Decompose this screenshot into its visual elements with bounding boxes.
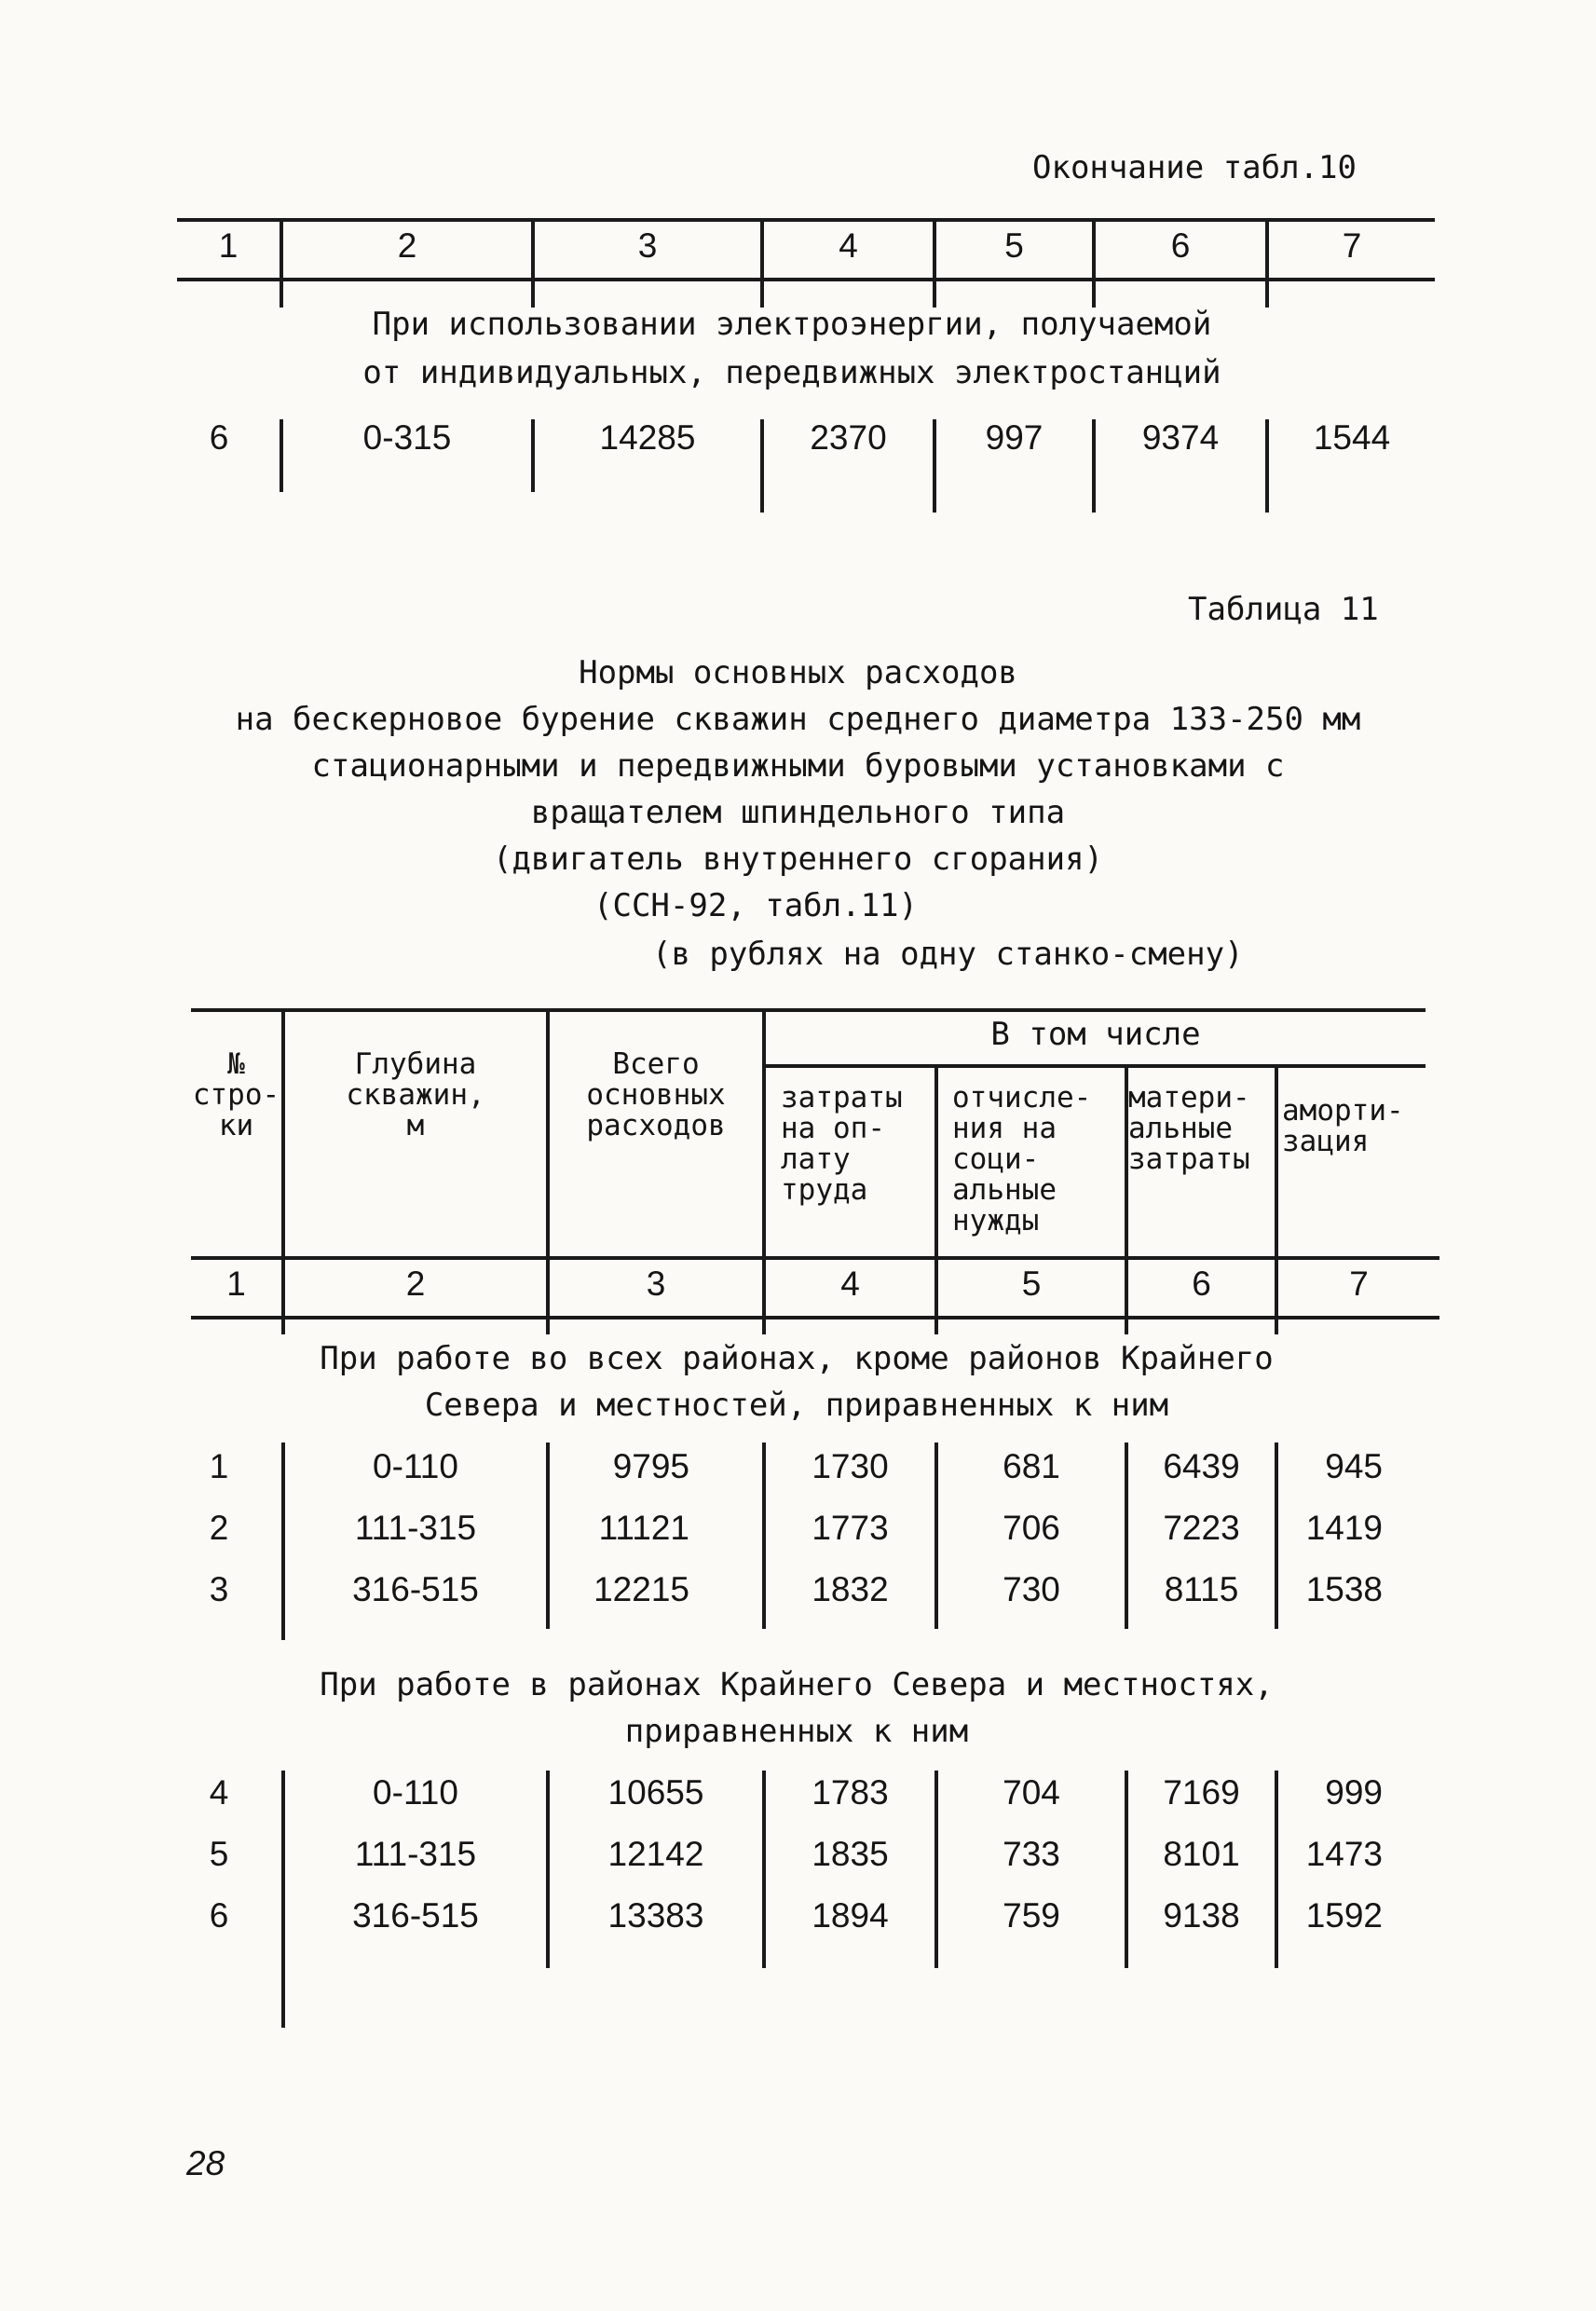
row-number: 2 xyxy=(209,1509,229,1547)
labor-cell: 1773 xyxy=(812,1509,889,1547)
material-cell: 7223 xyxy=(1163,1509,1240,1547)
amortization-cell: 1592 xyxy=(1305,1896,1383,1935)
table11-units: (в рублях на одну станко-смену) xyxy=(652,936,1244,973)
table11-top-rule xyxy=(191,1008,1425,1012)
table11-col-number: 1 xyxy=(226,1265,246,1303)
amortization-cell: 999 xyxy=(1325,1773,1383,1812)
table11-col-number: 3 xyxy=(646,1265,666,1303)
labor-cell: 1894 xyxy=(812,1896,889,1935)
row-number: 5 xyxy=(209,1835,229,1873)
depth-cell: 0-110 xyxy=(373,1773,458,1812)
row-number: 3 xyxy=(209,1570,229,1608)
social-cell: 706 xyxy=(1003,1509,1060,1547)
labor-cell: 1832 xyxy=(812,1570,889,1608)
table11-colnum-rule xyxy=(191,1316,1439,1320)
table11-title: вращателем шпиндельного типа xyxy=(530,794,1066,831)
material-cell: 7169 xyxy=(1163,1773,1240,1812)
header-total: основных xyxy=(586,1078,726,1112)
table10-col-number: 3 xyxy=(637,226,658,265)
table10-section-heading: от индивидуальных, передвижных электростанций xyxy=(362,354,1221,391)
table10-total-cell: 14285 xyxy=(599,418,696,457)
table10-top-rule xyxy=(177,218,1435,222)
depth-cell: 0-110 xyxy=(373,1447,458,1485)
table11-col-number: 5 xyxy=(1021,1265,1042,1303)
table11-section2-heading: При работе в районах Крайнего Севера и местностях, xyxy=(320,1666,1274,1703)
header-social: ния на xyxy=(952,1112,1057,1145)
header-material: альные xyxy=(1128,1112,1233,1145)
table10-depth-cell: 0-315 xyxy=(362,418,452,457)
header-row-number: № xyxy=(227,1047,245,1081)
header-material: затраты xyxy=(1128,1142,1250,1176)
header-total: Всего xyxy=(612,1047,700,1081)
row-number: 1 xyxy=(209,1447,229,1485)
table11-title: Нормы основных расходов xyxy=(579,654,1017,691)
table10-header-rule xyxy=(177,278,1435,281)
table10-col-number: 7 xyxy=(1342,226,1362,265)
header-amortization: аморти- xyxy=(1282,1094,1404,1128)
depth-cell: 316-515 xyxy=(352,1570,479,1608)
depth-cell: 316-515 xyxy=(352,1896,479,1935)
table11-col-number: 2 xyxy=(405,1265,426,1303)
header-depth: м xyxy=(406,1109,425,1142)
material-cell: 6439 xyxy=(1163,1447,1240,1485)
table10-col-number: 2 xyxy=(397,226,417,265)
header-labor: лату xyxy=(781,1142,851,1176)
labor-cell: 1730 xyxy=(812,1447,889,1485)
header-amortization: зация xyxy=(1282,1125,1370,1158)
header-depth: Глубина xyxy=(354,1047,477,1081)
table10-caption: Окончание табл.10 xyxy=(1032,149,1357,186)
table10-col-number: 4 xyxy=(839,226,858,265)
depth-cell: 111-315 xyxy=(354,1835,477,1873)
table11-section1-heading: При работе во всех районах, кроме районов Крайнего xyxy=(320,1340,1274,1377)
header-social: соци- xyxy=(952,1142,1040,1176)
amortization-cell: 945 xyxy=(1325,1447,1383,1485)
amortization-cell: 1538 xyxy=(1305,1570,1383,1608)
header-labor: затраты xyxy=(781,1081,903,1114)
material-cell: 8101 xyxy=(1163,1835,1240,1873)
total-cell: 12215 xyxy=(593,1570,689,1608)
labor-cell: 1783 xyxy=(812,1773,889,1812)
social-cell: 704 xyxy=(1003,1773,1060,1812)
header-labor: на оп- xyxy=(781,1112,885,1145)
table11-col-number: 4 xyxy=(840,1265,860,1303)
page-number: 28 xyxy=(186,2144,225,2182)
table10-amortization-cell: 1544 xyxy=(1313,418,1391,457)
table10-labor-cell: 2370 xyxy=(810,418,887,457)
depth-cell: 111-315 xyxy=(354,1509,477,1547)
header-depth: скважин, xyxy=(346,1078,485,1112)
table11-col-number: 6 xyxy=(1192,1265,1211,1303)
row-number: 6 xyxy=(209,1896,229,1935)
labor-cell: 1835 xyxy=(812,1835,889,1873)
social-cell: 759 xyxy=(1003,1896,1060,1935)
header-material: матери- xyxy=(1128,1081,1250,1114)
total-cell: 9795 xyxy=(612,1447,689,1485)
table10-col-number: 1 xyxy=(218,226,239,265)
row-number: 4 xyxy=(209,1773,229,1812)
table10-row-number: 6 xyxy=(209,418,229,457)
total-cell: 13383 xyxy=(607,1896,704,1935)
table11-title: стационарными и передвижными буровыми установками с xyxy=(311,747,1285,785)
header-labor: труда xyxy=(781,1173,868,1207)
header-total: расходов xyxy=(586,1109,726,1142)
table11-section2-heading: приравненных к ним xyxy=(624,1713,969,1750)
material-cell: 9138 xyxy=(1163,1896,1240,1935)
table11-title: на бескерновое бурение скважин среднего диаметра 133-250 мм xyxy=(235,701,1361,738)
table11-section1-heading: Севера и местностей, приравненных к ним xyxy=(424,1387,1169,1424)
total-cell: 10655 xyxy=(607,1773,704,1812)
social-cell: 681 xyxy=(1003,1447,1060,1485)
table11-group-rule xyxy=(764,1064,1425,1068)
amortization-cell: 1473 xyxy=(1305,1835,1383,1873)
total-cell: 11121 xyxy=(598,1509,689,1547)
table11-col-number: 7 xyxy=(1349,1265,1369,1303)
header-row-number: ки xyxy=(218,1109,254,1142)
table10-col-number: 6 xyxy=(1170,226,1191,265)
social-cell: 733 xyxy=(1003,1835,1060,1873)
header-social: отчисле- xyxy=(952,1081,1092,1114)
header-group-including: В том числе xyxy=(990,1016,1201,1053)
total-cell: 12142 xyxy=(607,1835,704,1873)
social-cell: 730 xyxy=(1003,1570,1060,1608)
header-row-number: стро- xyxy=(192,1078,280,1112)
material-cell: 8115 xyxy=(1164,1570,1239,1608)
table11-header-rule xyxy=(191,1256,1439,1260)
table10-col-number: 5 xyxy=(1004,226,1024,265)
table11-source: (ССН-92, табл.11) xyxy=(593,887,918,924)
table10-social-cell: 997 xyxy=(985,418,1044,457)
table10-section-heading: При использовании электроэнергии, получаемой xyxy=(372,306,1212,343)
amortization-cell: 1419 xyxy=(1305,1509,1383,1547)
table10-material-cell: 9374 xyxy=(1141,418,1220,457)
table11-title: (двигатель внутреннего сгорания) xyxy=(492,841,1104,878)
table11-label: Таблица 11 xyxy=(1188,591,1379,628)
header-social: альные xyxy=(952,1173,1057,1207)
header-social: нужды xyxy=(952,1204,1040,1238)
